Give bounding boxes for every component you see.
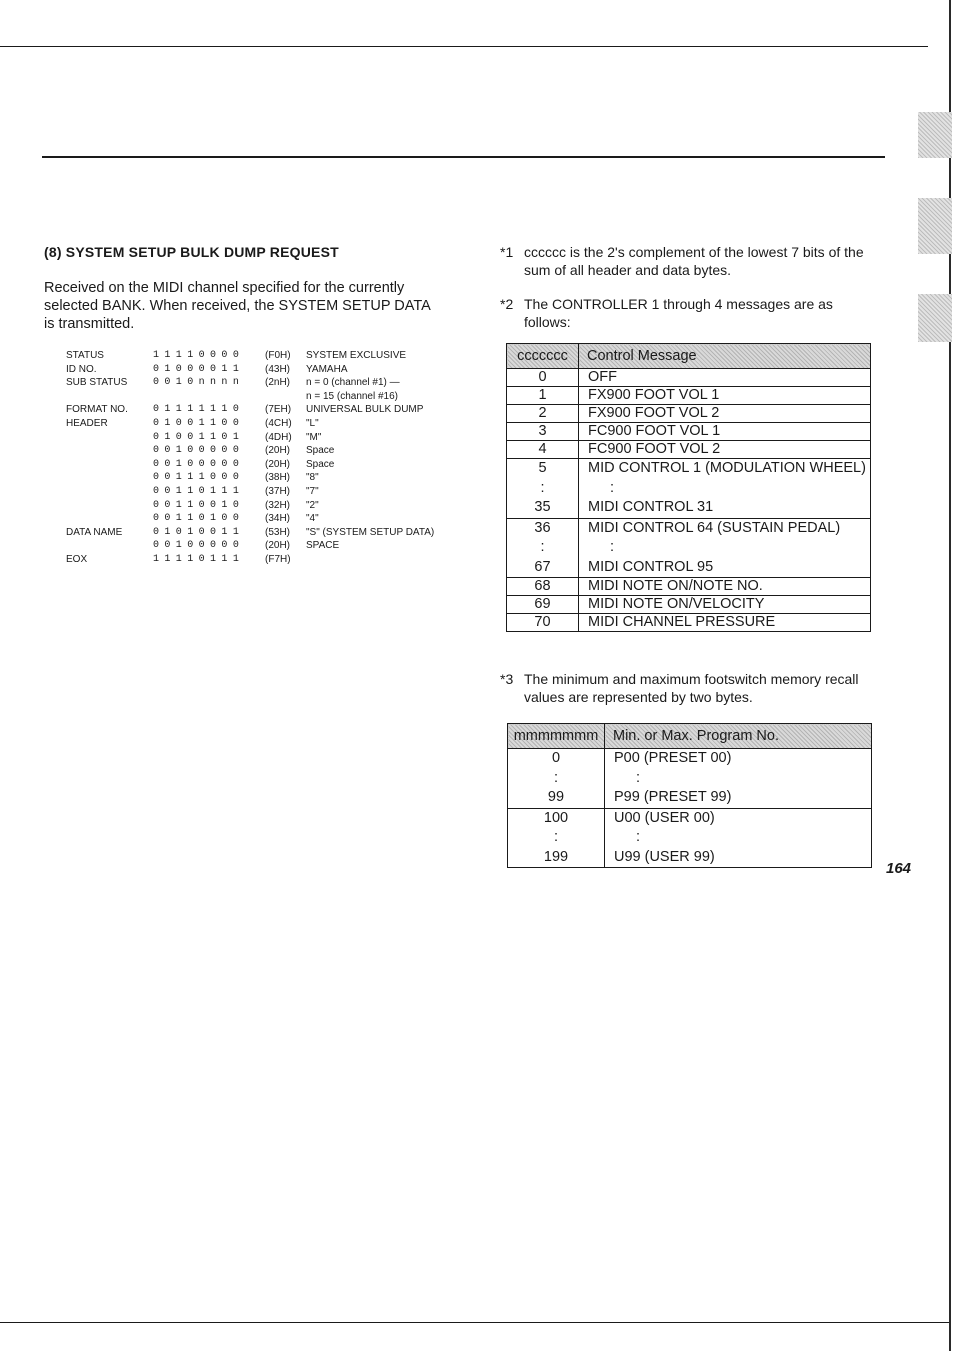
dump-field-label (66, 485, 153, 499)
bulk-dump-rows (66, 349, 434, 567)
message-range-cell (605, 749, 872, 809)
value-mid: : (540, 539, 545, 555)
dump-bits: 0 0 1 1 0 1 0 0 (153, 513, 239, 525)
control-table-rows (507, 369, 871, 632)
value-cell: 68 (507, 578, 579, 596)
dump-hex: (32H) (265, 499, 291, 511)
control-table-row (507, 423, 871, 441)
dump-comment: "4" (306, 513, 319, 525)
dump-hex: (38H) (265, 472, 291, 484)
dump-comment: "8" (306, 472, 319, 484)
dump-row (66, 349, 434, 363)
dump-row (66, 512, 434, 526)
dump-row (66, 390, 434, 404)
dump-hex: (53H) (265, 526, 291, 538)
program-number-table (507, 723, 872, 868)
value-range-cell (507, 518, 579, 578)
dump-bits: 0 0 1 0 n n n n (153, 377, 239, 389)
value-cell: 0 (507, 369, 579, 387)
dump-field-label (66, 512, 153, 526)
dump-comment: UNIVERSAL BULK DUMP (306, 404, 424, 416)
message-cell: FC900 FOOT VOL 2 (579, 441, 871, 459)
dump-comment: YAMAHA (306, 363, 348, 375)
dump-row (66, 539, 434, 553)
dump-field-label: HEADER (66, 417, 108, 429)
dump-hex: (37H) (265, 485, 291, 497)
dump-field-label (66, 444, 153, 458)
control-table-row (507, 405, 871, 423)
dump-hex: (34H) (265, 513, 291, 525)
value-cell: 1 (507, 387, 579, 405)
dump-row (66, 458, 434, 472)
control-table-row (507, 459, 871, 519)
value-cell: 2 (507, 405, 579, 423)
dump-hex: (43H) (265, 363, 291, 375)
footnote-3-mark: *3 (500, 671, 514, 687)
dump-row (66, 553, 434, 567)
value-cell: 70 (507, 614, 579, 632)
value-cell: 69 (507, 596, 579, 614)
dump-row (66, 499, 434, 513)
intro-paragraph: Received on the MIDI channel specified for the currently selected BANK. When received, the SYSTEM SETUP DATA is transmitted. (44, 280, 431, 332)
dump-bits: 0 1 0 1 0 0 1 1 (153, 526, 239, 538)
header-rule (42, 156, 885, 158)
message-bot: U99 (USER 99) (614, 848, 715, 865)
dump-row (66, 376, 434, 390)
message-top: U00 (USER 00) (614, 809, 715, 826)
dump-comment: n = 15 (channel #16) (306, 390, 399, 402)
value-cell: 4 (507, 441, 579, 459)
footnote-2-mark: *2 (500, 296, 514, 312)
value-top: 36 (534, 519, 551, 536)
message-cell: FC900 FOOT VOL 1 (579, 423, 871, 441)
dump-bits: 1 1 1 1 0 0 0 0 (153, 350, 239, 361)
control-table-row (507, 518, 871, 578)
message-mid: : (636, 829, 641, 845)
value-range-cell (508, 749, 605, 809)
header-cccc: ccccccc (507, 344, 579, 369)
control-table-row (507, 596, 871, 614)
message-cell: MIDI NOTE ON/NOTE NO. (579, 578, 871, 596)
value-range-cell (508, 808, 605, 868)
bottom-rule (0, 1322, 950, 1323)
dump-comment: SPACE (306, 540, 340, 552)
dump-bits: 0 1 0 0 1 1 0 0 (153, 417, 239, 429)
footnote-1-text: cccccc is the 2's complement of the lowest 7 bits of the sum of all header and data bytes. (524, 244, 864, 278)
control-table-row (507, 387, 871, 405)
value-top: 100 (543, 809, 569, 826)
message-cell: FX900 FOOT VOL 1 (579, 387, 871, 405)
dump-hex: (4CH) (265, 417, 292, 429)
dump-field-label (66, 458, 153, 472)
dump-hex: (20H) (265, 445, 291, 457)
page-number: 164 (886, 860, 912, 877)
edge-tab-2 (918, 198, 952, 254)
header-control-message: Control Message (579, 344, 871, 369)
message-range-cell (579, 518, 871, 578)
message-range-cell (579, 459, 871, 519)
bulk-dump-format-table (66, 349, 434, 567)
footnote-2-text: The CONTROLLER 1 through 4 messages are as follows: (524, 296, 833, 330)
value-bot: 35 (534, 499, 551, 515)
message-mid: : (610, 539, 615, 555)
dump-row (66, 444, 434, 458)
dump-bits: 0 1 0 0 0 0 1 1 (153, 363, 239, 375)
dump-bits: 0 0 1 0 0 0 0 0 (153, 445, 239, 457)
message-top: MID CONTROL 1 (MODULATION WHEEL) (588, 460, 866, 476)
value-bot: 67 (534, 558, 551, 575)
dump-bits (153, 390, 265, 404)
message-range-cell (605, 808, 872, 868)
value-bot: 99 (547, 789, 565, 805)
dump-field-label: FORMAT NO. (66, 404, 128, 416)
value-mid: : (553, 769, 559, 786)
control-table-row (507, 614, 871, 632)
message-bot: MIDI CONTROL 31 (588, 499, 714, 515)
dump-hex: (7EH) (265, 404, 292, 416)
message-cell: OFF (579, 369, 871, 387)
message-cell: MIDI NOTE ON/VELOCITY (579, 596, 871, 614)
dump-comment: "2" (306, 499, 319, 511)
control-table-row (507, 578, 871, 596)
dump-hex: (2nH) (265, 377, 291, 389)
dump-row (66, 431, 434, 445)
program-table-row (508, 749, 872, 809)
message-mid: : (610, 479, 615, 496)
message-cell: FX900 FOOT VOL 2 (579, 405, 871, 423)
value-cell: 3 (507, 423, 579, 441)
dump-row (66, 363, 434, 377)
value-top: 0 (551, 750, 561, 766)
control-message-table (506, 343, 871, 632)
dump-comment: "M" (306, 431, 322, 443)
dump-hex: (20H) (265, 540, 291, 552)
edge-tab-1 (918, 112, 952, 158)
dump-row (66, 485, 434, 499)
header-program-no: Min. or Max. Program No. (605, 724, 872, 749)
dump-row (66, 403, 434, 417)
top-rule (0, 46, 928, 47)
dump-hex: (4DH) (265, 431, 292, 443)
dump-hex (265, 390, 306, 404)
footnote-3-text: The minimum and maximum footswitch memory recall values are represented by two bytes. (524, 671, 859, 705)
dump-row (66, 471, 434, 485)
value-range-cell (507, 459, 579, 519)
dump-bits: 0 0 1 1 0 0 1 0 (153, 499, 239, 511)
dump-comment: Space (306, 445, 335, 457)
message-top: P00 (PRESET 00) (614, 750, 732, 766)
dump-field-label: SUB STATUS (66, 377, 128, 389)
dump-bits: 0 1 1 1 1 1 1 0 (153, 404, 239, 416)
control-table-row (507, 369, 871, 387)
dump-field-label: DATA NAME (66, 526, 123, 538)
value-mid: : (553, 829, 559, 845)
message-bot: MIDI CONTROL 95 (588, 558, 714, 575)
section-heading: (8) SYSTEM SETUP BULK DUMP REQUEST (44, 244, 339, 260)
dump-bits: 1 1 1 1 0 1 1 1 (153, 553, 239, 565)
dump-field-label: EOX (66, 553, 88, 565)
value-bot: 199 (543, 848, 569, 865)
dump-bits: 0 1 0 0 1 1 0 1 (153, 431, 239, 443)
dump-bits: 0 0 1 1 1 0 0 0 (153, 472, 239, 484)
dump-bits: 0 0 1 0 0 0 0 0 (153, 458, 239, 470)
dump-comment: SYSTEM EXCLUSIVE (306, 350, 407, 361)
dump-field-label: ID NO. (66, 363, 97, 375)
dump-field-label (66, 539, 153, 553)
dump-hex: (F7H) (265, 553, 291, 565)
message-bot: P99 (PRESET 99) (614, 789, 732, 805)
message-top: MIDI CONTROL 64 (SUSTAIN PEDAL) (588, 519, 841, 536)
footnote-1-mark: *1 (500, 244, 514, 260)
dump-field-label: STATUS (66, 350, 104, 361)
value-mid: : (540, 479, 545, 496)
program-table-row (508, 808, 872, 868)
dump-comment: "S" (SYSTEM SETUP DATA) (306, 526, 435, 538)
dump-comment: "L" (306, 417, 319, 429)
program-table-rows (508, 749, 872, 868)
dump-comment: n = 0 (channel #1) — (306, 377, 400, 389)
program-table-header (508, 724, 872, 749)
dump-comment: "7" (306, 485, 319, 497)
dump-comment (306, 553, 434, 567)
dump-field-label (66, 431, 153, 445)
control-table-row (507, 441, 871, 459)
message-mid: : (636, 769, 641, 786)
dump-hex: (20H) (265, 458, 291, 470)
dump-bits: 0 0 1 0 0 0 0 0 (153, 540, 239, 552)
header-mmmm: mmmmmmm (508, 724, 605, 749)
dump-field-label (66, 390, 153, 404)
message-cell: MIDI CHANNEL PRESSURE (579, 614, 871, 632)
dump-row (66, 417, 434, 431)
dump-bits: 0 0 1 1 0 1 1 1 (153, 485, 239, 497)
dump-field-label (66, 471, 153, 485)
value-top: 5 (538, 460, 547, 476)
dump-field-label (66, 499, 153, 513)
dump-row (66, 526, 434, 540)
edge-tab-3 (918, 294, 952, 342)
control-table-header (507, 344, 871, 369)
dump-hex: (F0H) (265, 350, 291, 361)
dump-comment: Space (306, 458, 335, 470)
